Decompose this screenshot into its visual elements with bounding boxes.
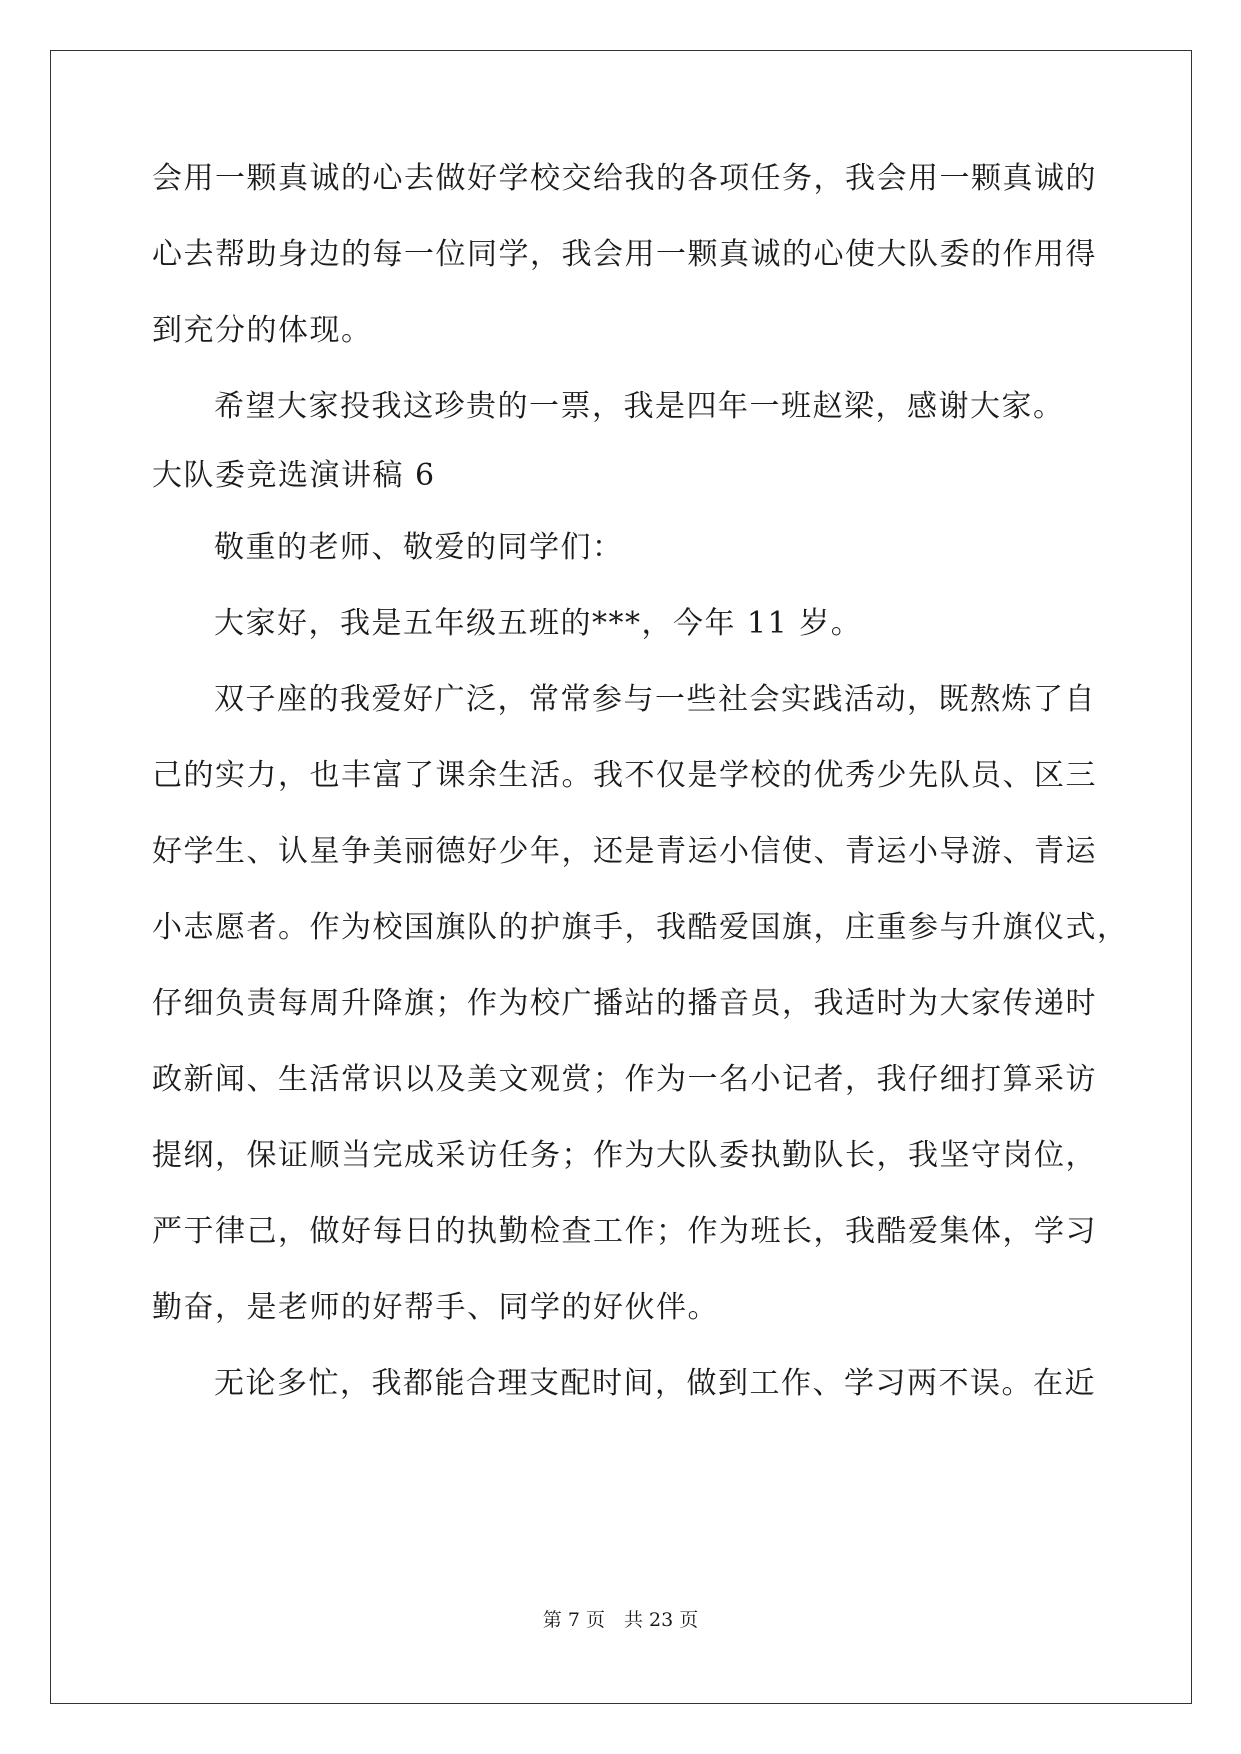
salutation: 敬重的老师、敬爱的同学们： [214,530,624,565]
text-line: 好学生、认星争美丽德好少年，还是青运小信使、青运小导游、青运 [152,834,1097,869]
text-line: 提纲，保证顺当完成采访任务；作为大队委执勤队长，我坚守岗位， [152,1138,1097,1173]
text-line: 无论多忙，我都能合理支配时间，做到工作、学习两不误。在近 [214,1366,1096,1401]
text-line: 希望大家投我这珍贵的一票，我是四年一班赵梁，感谢大家。 [214,389,1065,424]
text-line: 会用一颗真诚的心去做好学校交给我的各项任务，我会用一颗真诚的 [152,161,1097,196]
text-line: 政新闻、生活常识以及美文观赏；作为一名小记者，我仔细打算采访 [152,1062,1097,1097]
section-heading: 大队委竞选演讲稿 6 [152,458,436,493]
text-line: 心去帮助身边的每一位同学，我会用一颗真诚的心使大队委的作用得 [152,237,1097,272]
text-line: 大家好，我是五年级五班的***，今年 11 岁。 [214,606,863,641]
text-line: 己的实力，也丰富了课余生活。我不仅是学校的优秀少先队员、区三 [152,758,1097,793]
text-line: 勤奋，是老师的好帮手、同学的好伙伴。 [152,1290,719,1325]
text-line: 严于律己，做好每日的执勤检查工作；作为班长，我酷爱集体，学习 [152,1214,1097,1249]
text-line: 仔细负责每周升降旗；作为校广播站的播音员，我适时为大家传递时 [152,986,1097,1021]
text-line: 小志愿者。作为校国旗队的护旗手，我酷爱国旗，庄重参与升旗仪式， [152,910,1129,945]
page-number: 第 7 页 共 23 页 [542,1609,699,1631]
text-line: 双子座的我爱好广泛，常常参与一些社会实践活动，既熬炼了自 [214,682,1096,717]
text-line: 到充分的体现。 [152,313,373,348]
page-border [50,50,1192,1704]
